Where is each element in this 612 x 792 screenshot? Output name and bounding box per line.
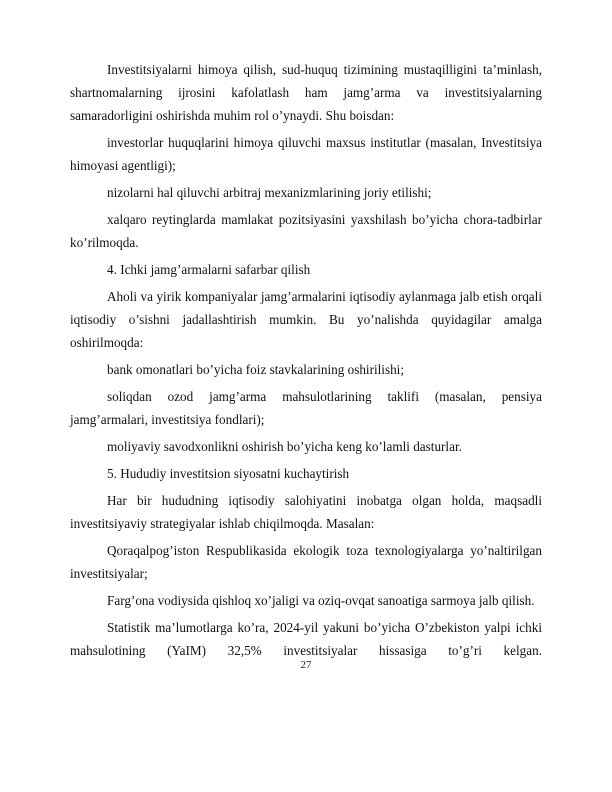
paragraph-statistics: Statistik ma’lumotlarga ko’ra, 2024-yil yakuni bo’yicha O’zbekiston yalpi ichki mahsulotining (YaIM) 32,5% investitsiyalar hissasiga to’g’ri kelgan. — [70, 620, 542, 658]
paragraph-investment-protection: Investitsiyalarni himoya qilish, sud-huquq tizimining mustaqilligini ta’minlash, shartnomalarning ijrosini kafolatlash ham jamg’arma va investitsiyalarning samaradorligini oshirishda muhim rol o’ynaydi. Shu boisdan: — [70, 62, 542, 123]
list-item-investor-rights: investorlar huquqlarini himoya qiluvchi maxsus institutlar (masalan, Investitsiya himoyasi agentligi); — [70, 135, 542, 173]
list-item-tax-free-products: soliqdan ozod jamg’arma mahsulotlarining taklifi (masalan, pensiya jamg’armalari, investitsiya fondlari); — [70, 389, 542, 427]
list-item-karakalpakstan: Qoraqalpog’iston Respublikasida ekologik toza texnologiyalarga yo’naltirilgan investitsiyalar; — [70, 543, 542, 581]
list-item-fergana: Farg’ona vodiysida qishloq xo’jaligi va oziq-ovqat sanoatiga sarmoya jalb qilish. — [107, 593, 535, 608]
paragraph-savings-mobilization: Aholi va yirik kompaniyalar jamg’armalarini iqtisodiy aylanmaga jalb etish orqali iqtisodiy o’sishni jadallashtirish mumkin. Bu yo’nalishda quyidagilar amalga oshirilmoqda: — [70, 289, 542, 350]
list-item-financial-literacy: moliyaviy savodxonlikni oshirish bo’yicha keng ko’lamli dasturlar. — [107, 439, 462, 454]
paragraph-regional-policy: Har bir hududning iqtisodiy salohiyatini inobatga olgan holda, maqsadli investitsiyaviy strategiyalar ishlab chiqilmoqda. Masalan: — [70, 493, 542, 531]
section-heading-5: 5. Hududiy investitsion siyosatni kuchaytirish — [107, 466, 350, 481]
list-item-arbitration: nizolarni hal qiluvchi arbitraj mexanizmlarining joriy etilishi; — [107, 185, 432, 200]
section-heading-4: 4. Ichki jamg’armalarni safarbar qilish — [107, 262, 311, 277]
list-item-international-ratings: xalqaro reytinglarda mamlakat pozitsiyasini yaxshilash bo’yicha chora-tadbirlar ko’rilmoqda. — [70, 212, 542, 250]
document-body — [70, 58, 542, 666]
page-number: 27 — [300, 659, 312, 671]
list-item-deposit-rates: bank omonatlari bo’yicha foiz stavkalarining oshirilishi; — [107, 362, 405, 377]
